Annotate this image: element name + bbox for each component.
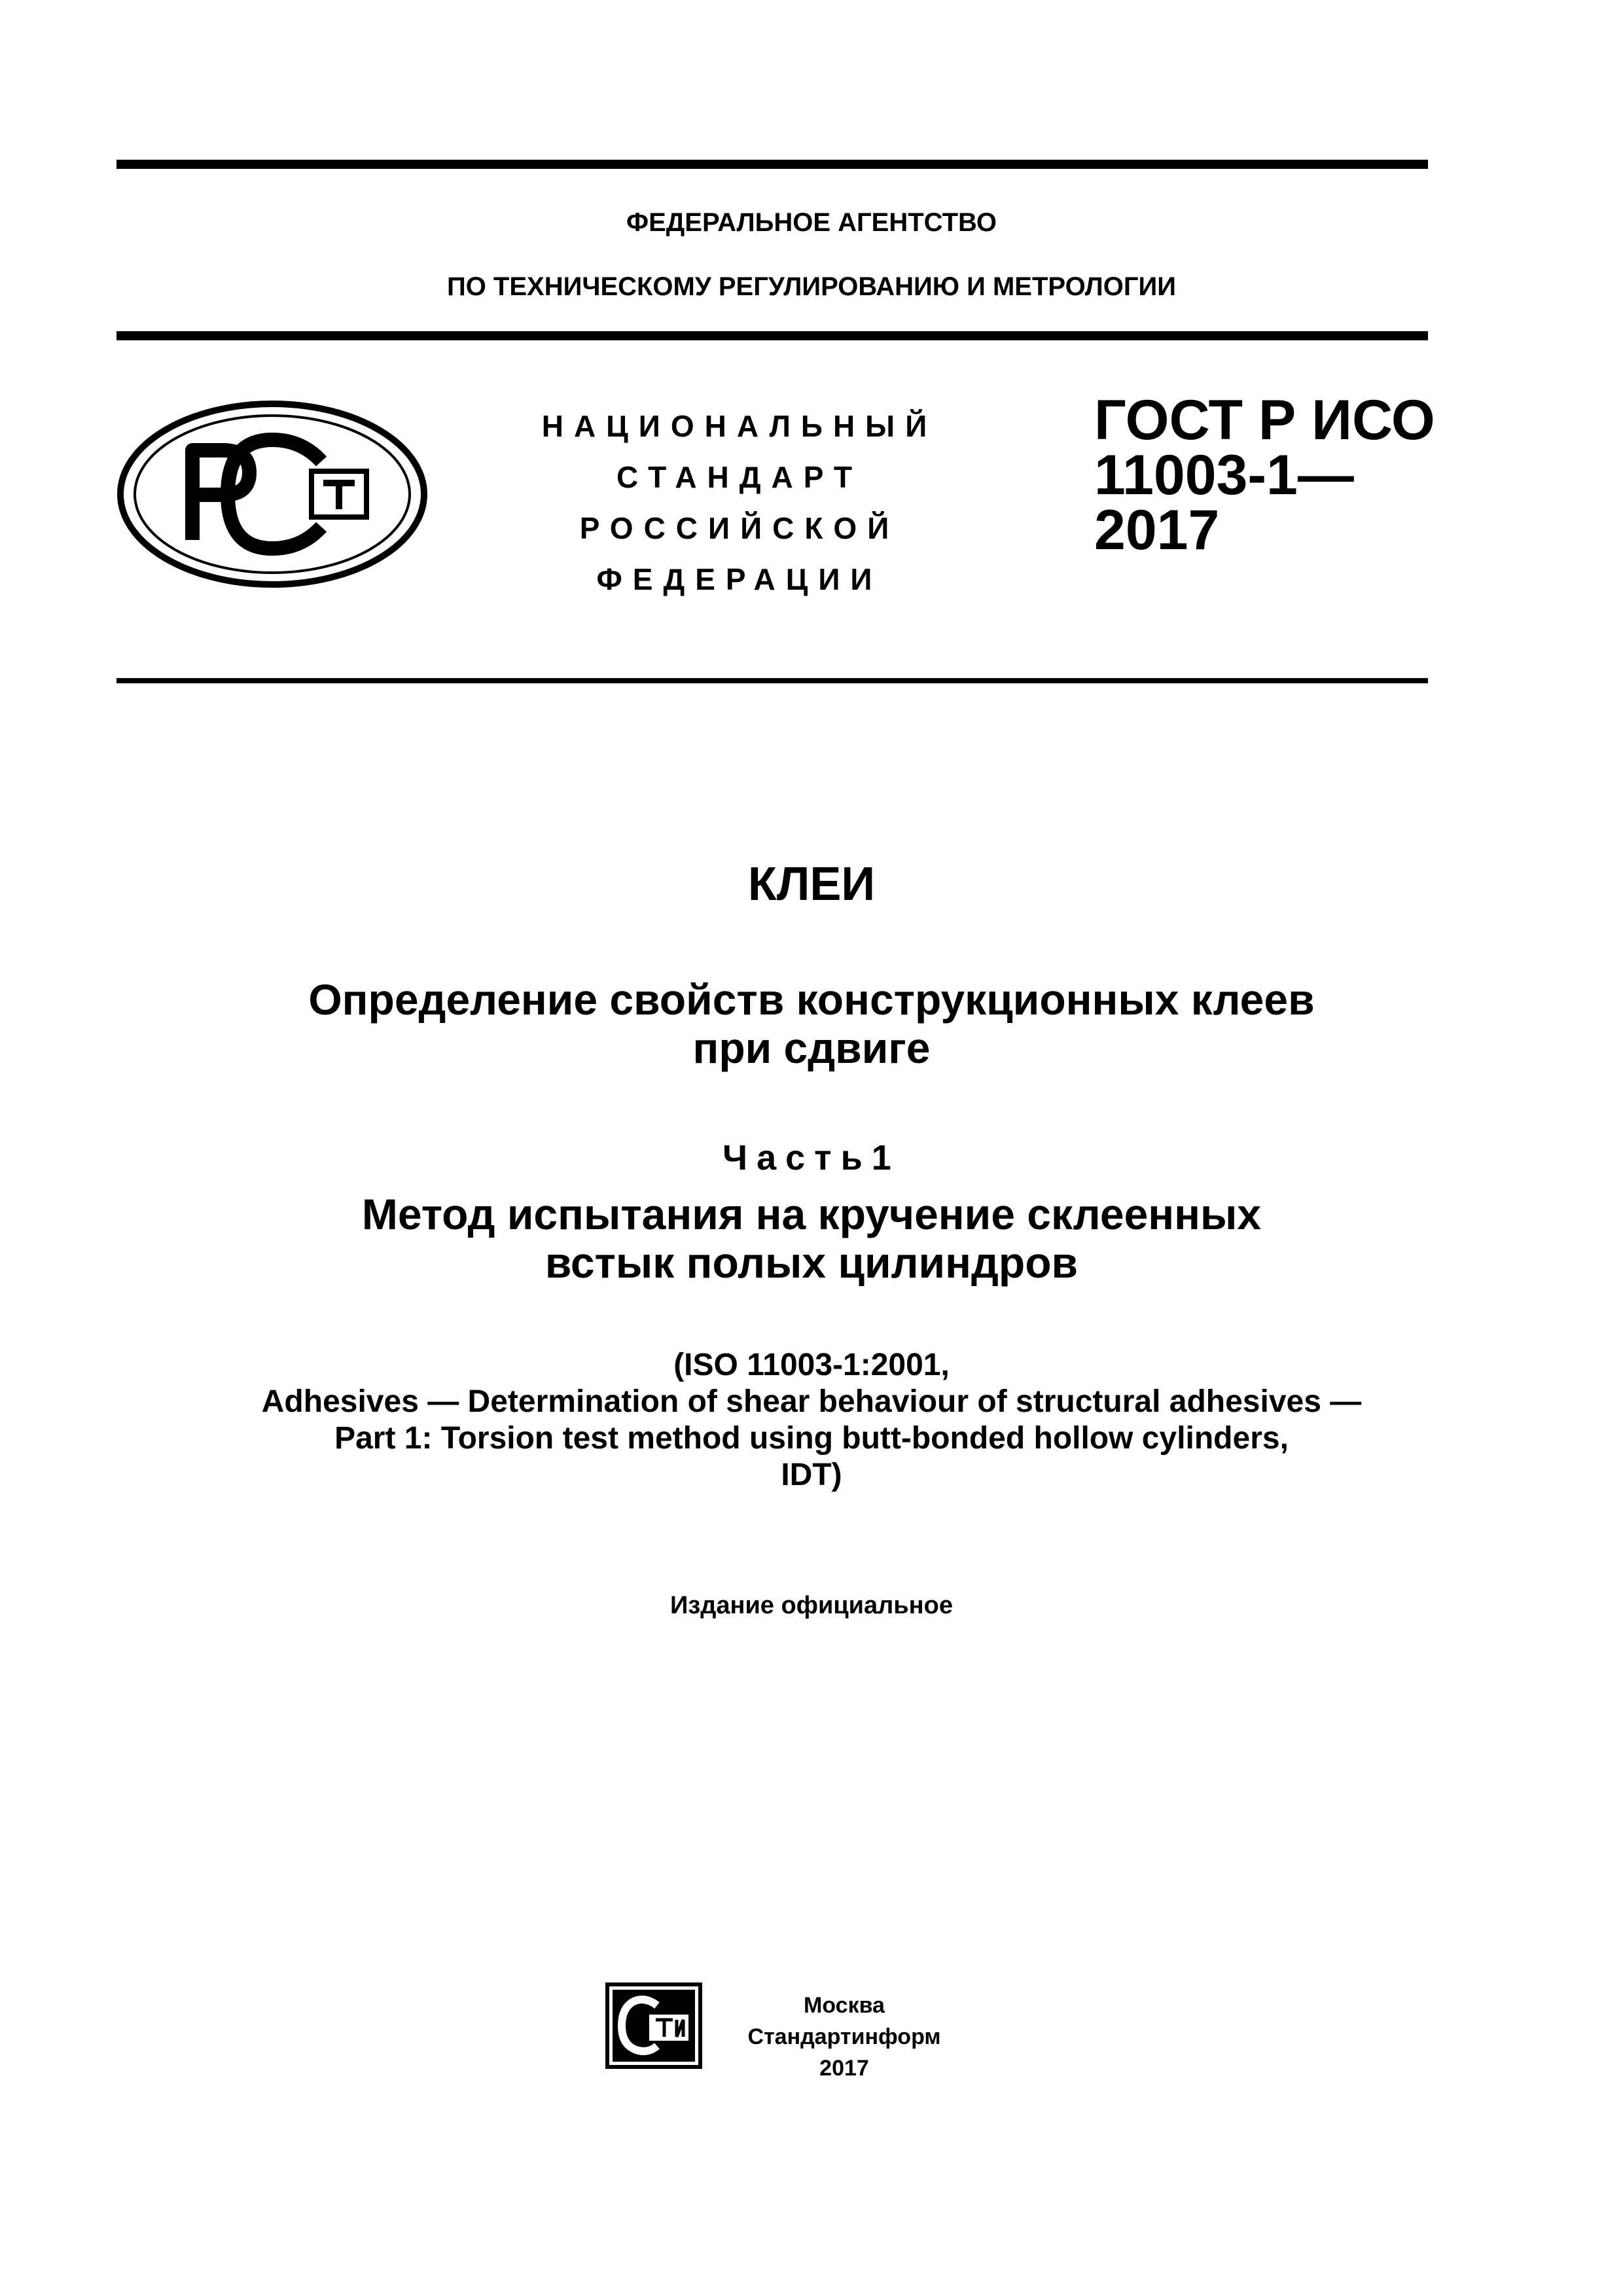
national-standard-label bbox=[497, 401, 982, 605]
subtitle-line-1: Определение свойств конструкционных клеев bbox=[308, 975, 1315, 1024]
designation-line-3: 2017 bbox=[1094, 499, 1220, 562]
national-standard-line-3: РОССИЙСКОЙ bbox=[579, 511, 900, 545]
standartinform-logo-icon bbox=[605, 1982, 703, 2070]
designation-line-1: ГОСТ Р ИСО bbox=[1094, 389, 1435, 452]
standard-designation bbox=[1094, 389, 1435, 562]
part-title-line-2: встык полых цилиндров bbox=[544, 1238, 1079, 1287]
document-title: КЛЕИ bbox=[747, 858, 876, 910]
header-rule-bottom bbox=[116, 678, 1428, 683]
part-title-line-1: Метод испытания на кручение склеенных bbox=[361, 1190, 1262, 1238]
part-title bbox=[0, 1190, 1623, 1287]
document-subtitle bbox=[0, 975, 1623, 1072]
iso-reference-line-4: IDT) bbox=[781, 1458, 842, 1492]
national-standard-line-1: НАЦИОНАЛЬНЫЙ bbox=[541, 409, 938, 443]
iso-reference bbox=[0, 1347, 1623, 1494]
iso-reference-line-1: (ISO 11003-1:2001, bbox=[673, 1348, 950, 1382]
subtitle-line-2: при сдвиге bbox=[692, 1024, 931, 1072]
iso-reference-line-3: Part 1: Torsion test method using butt-bonded hollow cylinders, bbox=[334, 1421, 1289, 1456]
national-standard-line-2: СТАНДАРТ bbox=[616, 460, 863, 494]
rst-logo-icon bbox=[115, 399, 429, 589]
part-label: Часть1 bbox=[722, 1138, 901, 1177]
edition-label: Издание официальное bbox=[670, 1592, 953, 1619]
designation-line-2: 11003-1— bbox=[1094, 444, 1354, 507]
imprint-city: Москва bbox=[804, 1993, 885, 2018]
agency-rule-bottom bbox=[116, 331, 1428, 340]
agency-line-1: ФЕДЕРАЛЬНОЕ АГЕНТСТВО bbox=[626, 208, 997, 237]
imprint bbox=[733, 1990, 955, 2084]
national-standard-line-4: ФЕДЕРАЦИИ bbox=[596, 562, 883, 596]
imprint-year: 2017 bbox=[819, 2056, 869, 2081]
imprint-publisher: Стандартинформ bbox=[747, 2024, 941, 2049]
top-rule-thick bbox=[116, 160, 1428, 169]
iso-reference-line-2: Adhesives — Determination of shear behaviour of structural adhesives — bbox=[261, 1384, 1362, 1419]
agency-line-2: ПО ТЕХНИЧЕСКОМУ РЕГУЛИРОВАНИЮ И МЕТРОЛОГИИ bbox=[446, 272, 1177, 301]
